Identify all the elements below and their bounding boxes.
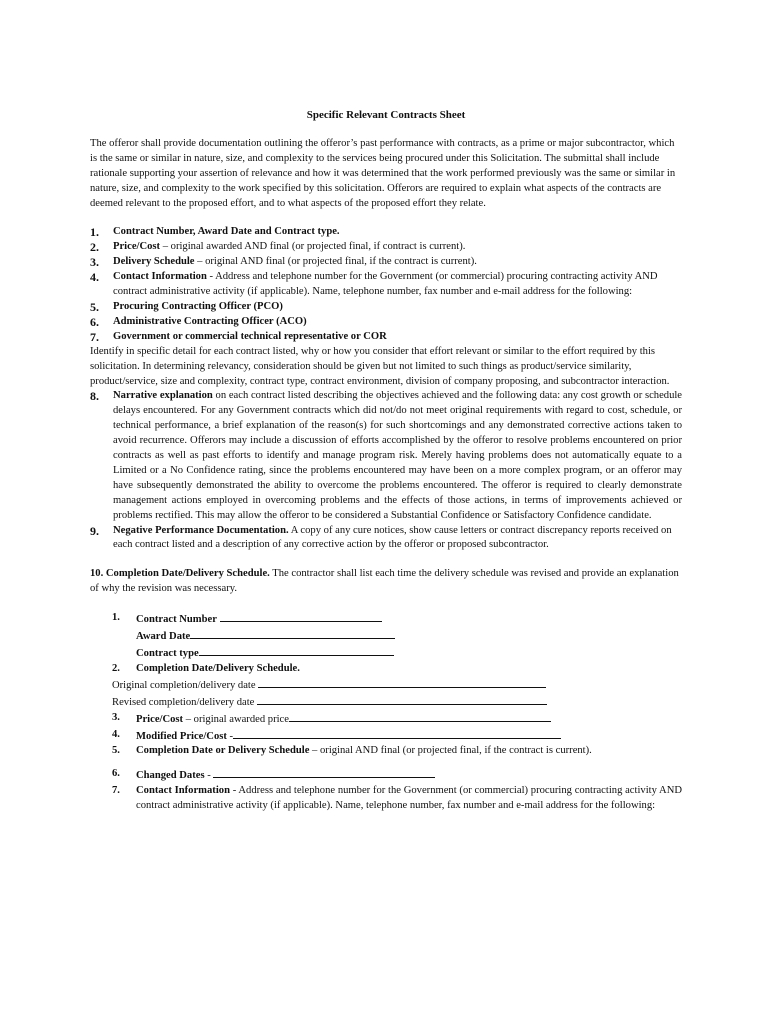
list-item: 2. Price/Cost – original awarded AND final (or projected final, if contract is current). [90,240,466,255]
document-title: Specific Relevant Contracts Sheet [306,109,466,121]
requirements-list-continued [90,389,682,553]
price-field[interactable] [289,711,551,722]
form-item-contract-type: Contract type [112,645,682,662]
requirements-list [90,225,682,344]
list-item: 6. Administrative Contracting Officer (ACO) [90,314,307,329]
form-item-completion: 2. Completion Date/Delivery Schedule. [112,662,300,674]
revised-date-field[interactable] [257,694,547,705]
award-date-field[interactable] [190,628,395,639]
form-item-award-date: Award Date [112,628,682,645]
modified-price-field[interactable] [233,728,561,739]
list-item: 3. Delivery Schedule – original AND final (or projected final, if the contract is current). [90,255,477,270]
contract-form [90,611,682,814]
contract-number-field[interactable] [220,611,382,622]
list-item: 7. Government or commercial technical representative or COR [90,329,387,344]
form-item-modified-price: 4. Modified Price/Cost - [112,728,682,745]
form-item-contact: 7. Contact Information - Address and telephone number for the Government (or commercial) procuring contracting activity AND contract administrative activity (if applicable). Name, telephone number, fax number and e-mail address for the following: [112,785,682,812]
list-item: 1. Contract Number, Award Date and Contract type. [90,225,340,240]
intro-paragraph: The offeror shall provide documentation outlining the offeror’s past performance with contracts, as a prime or major subcontractor, which is the same or similar in nature, size, and complexity to the services being procured under this Solicitation. The submittal shall include rationale supporting your assertion of relevance and how it was determined that the work performed previously was the same or similar in nature, size, and complexity to the work specified by this solicitation. Offerors are required to explain what aspects of the contracts are deemed relevant to the proposed effort, and to what aspects of the proposed effort they relate. [90,137,676,209]
list-item-negative-performance: 9. Negative Performance Documentation. A copy of any cure notices, show cause letters or contract discrepancy reports received on each contract listed and a description of any corrective action by the offeror or proposed subcontractor. [90,523,672,551]
relevancy-paragraph: Identify in specific detail for each contract listed, why or how you consider that effort relevant or similar to the effort required by this solicitation. In determining relevancy, consideration should be given but not limited to such things as product/service similarity, product/service, size and complexity, contract type, contract environment, division of company proposing, and subcontractor interaction. [90,345,670,387]
form-item-contract: 1. Contract Number [112,611,682,628]
list-item: 5. Procuring Contracting Officer (PCO) [90,299,283,314]
list-item-narrative: 8. Narrative explanation on each contract listed describing the objectives achieved and the following data: any cost growth or schedule delays encountered. For any Government contracts which did not/do not meet original requirements with regard to cost, schedule, or technical performance, a brief explanation of the reason(s) for such shortcomings and any demonstrated corrective actions taken to avoid recurrence. Offerors may include a discussion of efforts accomplished by the offeror to resolve problems encountered on prior contracts as well as past efforts to identify and manage program risk. Merely having problems does not automatically equate to a Limited or a No Confidence rating, since the problems encountered may have been on a more complex program, or an offeror may have subsequently demonstrated the ability to overcome the problems encountered. The offeror is required to clearly demonstrate management actions employed in overcoming problems and the effects of those actions, in terms of improvements achieved or problems rectified. This may allow the offeror to be considered a Substantial Confidence or Satisfactory Confidence candidate. [90,389,683,521]
form-item-completion-schedule: 5. Completion Date or Delivery Schedule – original AND final (or projected final, if the contract is current). [112,745,592,757]
completion-paragraph: 10. Completion Date/Delivery Schedule. The contractor shall list each time the delivery schedule was revised and provide an explanation of why the revision was necessary. [90,568,679,595]
form-item-price: 3. Price/Cost – original awarded price [112,711,682,728]
changed-dates-field[interactable] [213,767,435,778]
list-item: 4. Contact Information - Address and telephone number for the Government (or commercial) procuring contracting activity AND contract administrative activity (if applicable). Name, telephone number, fax number and e-mail address for the following: [90,270,658,298]
form-revised-date: Revised completion/delivery date [112,694,682,711]
contract-type-field[interactable] [199,645,394,656]
form-item-changed-dates: 6. Changed Dates - [112,767,682,784]
form-original-date: Original completion/delivery date [112,677,682,694]
original-date-field[interactable] [258,677,546,688]
